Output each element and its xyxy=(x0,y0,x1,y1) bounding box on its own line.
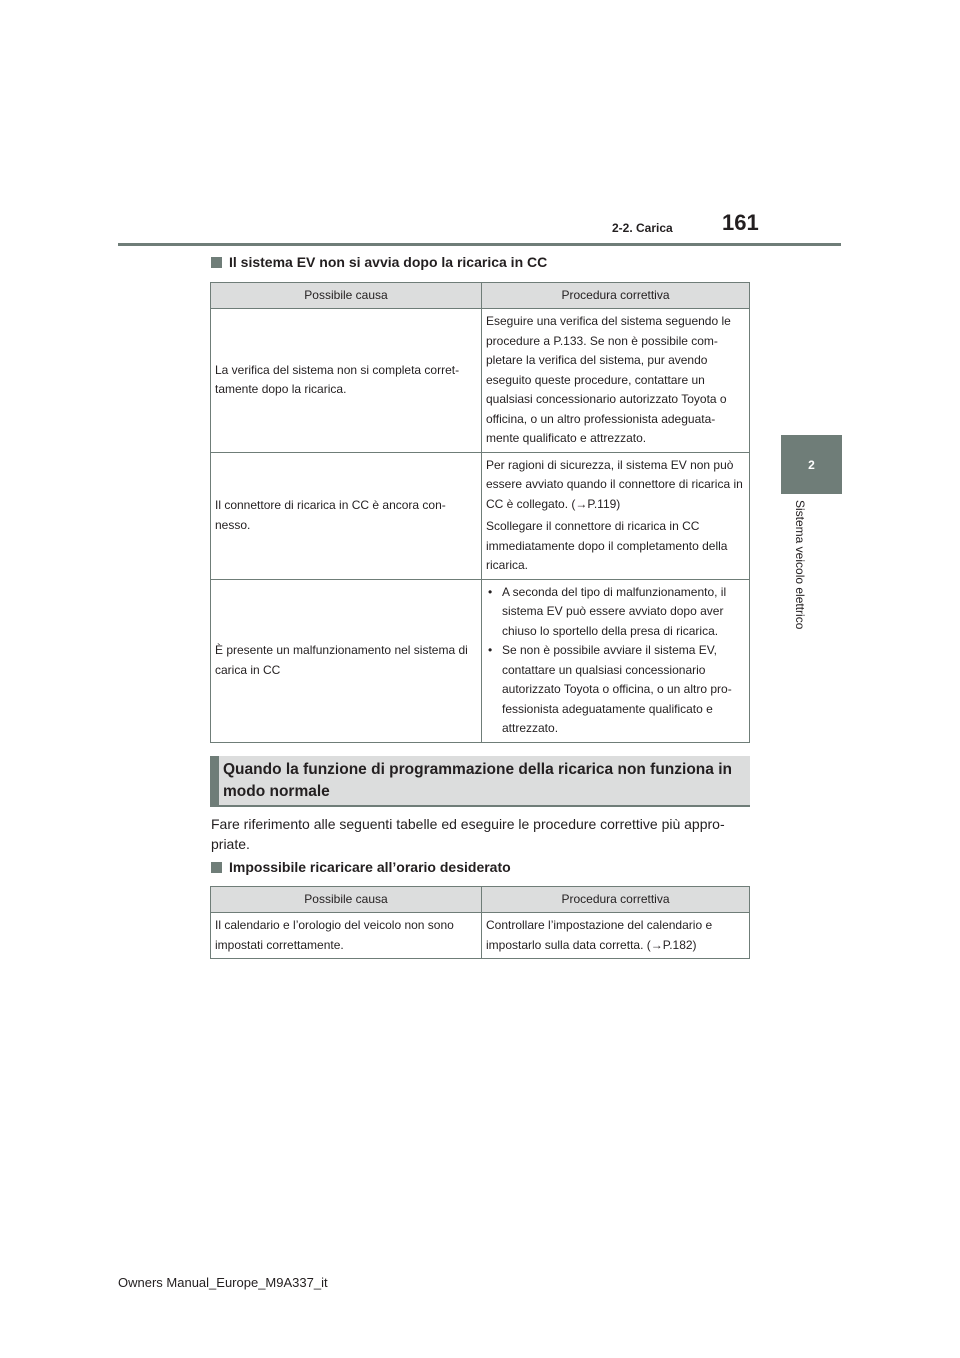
chapter-number: 2 xyxy=(808,457,815,472)
table-row xyxy=(211,579,750,742)
subheading-text: Il sistema EV non si avvia dopo la ricarica in CC xyxy=(229,254,548,270)
cause-cell: La verifica del sistema non si completa corret-tamente dopo la ricarica. xyxy=(211,309,482,453)
subheading-text: Impossibile ricaricare all’orario desiderato xyxy=(229,859,511,875)
table-header-row xyxy=(211,283,750,309)
procedure-paragraph: Scollegare il connettore di ricarica in CC immediatamente dopo il completamento della ricarica. xyxy=(486,519,728,572)
square-bullet-icon xyxy=(211,862,222,873)
subheading-charge-time xyxy=(211,859,511,875)
procedure-paragraph: Eseguire una verifica del sistema seguendo le procedure a P.133. Se non è possibile com-pletare la verifica del sistema, pur avendo eseguito queste procedure, contattare un qualsiasi concessionario autorizzato Toyota o officina, o un altro professionista adeguata-mente qualificato e attrezzato. xyxy=(486,314,731,445)
procedure-cell xyxy=(482,579,750,742)
procedure-paragraph: Per ragioni di sicurezza, il sistema EV non può essere avviato quando il connettore di ricarica in CC è collegato. (→P.119) xyxy=(486,457,743,511)
subheading-ev-not-starting xyxy=(211,254,547,270)
section-header: 2-2. Carica xyxy=(612,221,673,235)
document-footer: Owners Manual_Europe_M9A337_it xyxy=(118,1275,328,1290)
chapter-title: Sistema veicolo elettrico xyxy=(793,500,807,630)
page-number: 161 xyxy=(722,210,759,235)
bullet-item: • Se non è possibile avviare il sistema EV, contattare un qualsiasi concessionario autorizzato Toyota o officina, o un altro pro-fessionista adeguatamente qualificato e attrezzato. xyxy=(486,641,745,739)
cause-cell: Il calendario e l’orologio del veicolo non sono impostati correttamente. xyxy=(211,913,482,959)
procedure-paragraph: Controllare l’impostazione del calendario e impostarlo sulla data corretta. (→P.182) xyxy=(486,918,713,952)
cause-cell: È presente un malfunzionamento nel sistema di carica in CC xyxy=(211,579,482,742)
column-header-procedure: Procedura correttiva xyxy=(482,283,750,309)
section-title-box xyxy=(210,756,750,807)
column-header-procedure: Procedura correttiva xyxy=(482,887,750,913)
cause-cell: Il connettore di ricarica in CC è ancora con-nesso. xyxy=(211,452,482,579)
column-header-cause: Possibile causa xyxy=(211,887,482,913)
procedure-cell xyxy=(482,452,750,579)
table-row xyxy=(211,452,750,579)
section-accent-bar xyxy=(210,756,219,805)
table-row xyxy=(211,913,750,959)
troubleshooting-table-dc-charging xyxy=(210,282,750,743)
column-header-cause: Possibile causa xyxy=(211,283,482,309)
table-header-row xyxy=(211,887,750,913)
square-bullet-icon xyxy=(211,257,222,268)
procedure-bullet-list xyxy=(486,583,745,739)
section-intro: Fare riferimento alle seguenti tabelle ed eseguire le procedure correttive più appro-priate. xyxy=(211,816,725,852)
table-row xyxy=(211,309,750,453)
bullet-item: • A seconda del tipo di malfunzionamento, il sistema EV può essere avviato dopo aver chiuso lo sportello della presa di ricarica. xyxy=(486,583,745,642)
chapter-side-label xyxy=(763,500,829,660)
section-title: Quando la funzione di programmazione della ricarica non funziona in modo normale xyxy=(223,761,732,800)
header-divider xyxy=(118,243,841,246)
procedure-cell xyxy=(482,309,750,453)
procedure-cell xyxy=(482,913,750,959)
troubleshooting-table-schedule xyxy=(210,886,750,959)
chapter-tab xyxy=(781,435,842,494)
